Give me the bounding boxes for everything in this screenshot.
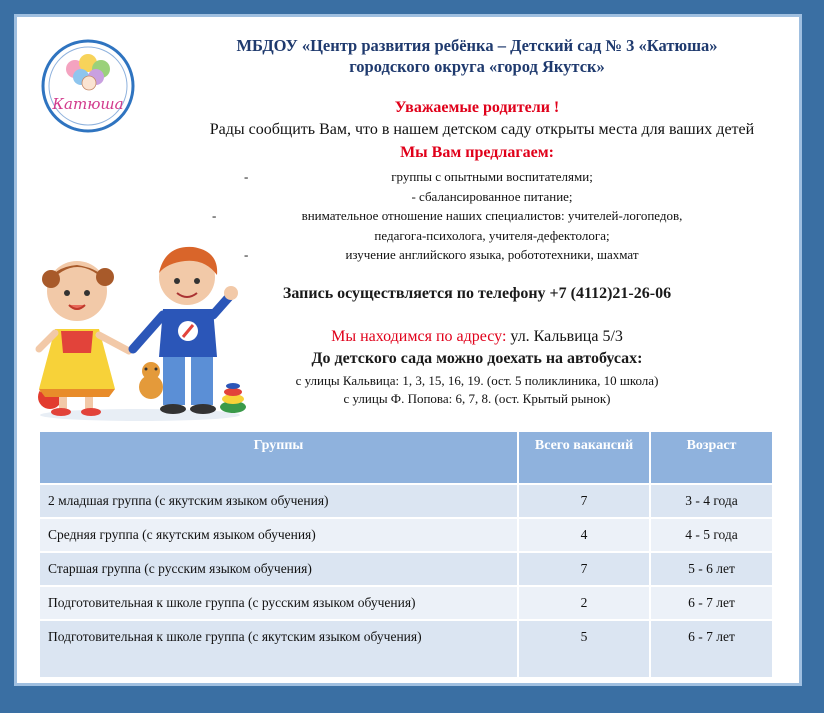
table-header-row: [40, 432, 773, 484]
address-line: [167, 328, 787, 346]
vacancies-cell: 7: [518, 552, 650, 586]
svg-text:Катюша: Катюша: [52, 95, 124, 113]
offer-item: педагога-психолога, учителя-дефектолога;: [374, 227, 610, 243]
bus-route-1: с улицы Кальвица: 1, 3, 15, 16, 19. (ост. 5 поликлиника, 10 школа): [295, 373, 659, 388]
bus-title: До детского сада можно доехать на автобусах:: [311, 350, 643, 367]
page-title: [167, 35, 787, 77]
vacancies-cell: 4: [518, 518, 650, 552]
group-cell: Подготовительная к школе группа (с русским языком обучения): [40, 586, 518, 620]
vacancies-cell: 2: [518, 586, 650, 620]
group-cell: Старшая группа (с русским языком обучения): [40, 552, 518, 586]
poster-frame: [14, 14, 802, 686]
group-cell: Подготовительная к школе группа (с якутским языком обучения): [40, 620, 518, 678]
header-groups: Группы: [40, 432, 518, 484]
vacancies-table: [40, 432, 774, 679]
table-row: [40, 484, 773, 518]
address-label: Мы находимся по адресу:: [331, 328, 507, 345]
bus-routes: [167, 372, 787, 408]
offer-item: - группы с опытными воспитателями;: [244, 169, 593, 184]
title-line-1: МБДОУ «Центр развития ребёнка – Детский сад № 3 «Катюша»: [236, 36, 718, 55]
kindergarten-logo: [41, 39, 135, 133]
vacancies-cell: 5: [518, 620, 650, 678]
age-cell: 6 - 7 лет: [650, 586, 773, 620]
children-illustration: [25, 239, 255, 424]
table-row: [40, 620, 773, 678]
header-vacancies: Всего вакансий: [518, 432, 650, 484]
intro-text: Рады сообщить Вам, что в нашем детском саду открыты места для ваших детей: [209, 121, 755, 138]
offer-title: Мы Вам предлагаем:: [400, 144, 554, 161]
age-cell: 5 - 6 лет: [650, 552, 773, 586]
table-row: [40, 552, 773, 586]
age-cell: 3 - 4 года: [650, 484, 773, 518]
table-row: [40, 586, 773, 620]
header-age: Возраст: [650, 432, 773, 484]
title-line-2: городского округа «город Якутск»: [349, 57, 605, 76]
age-cell: 6 - 7 лет: [650, 620, 773, 678]
offer-item: - сбалансированное питание;: [411, 188, 573, 204]
offer-list: [212, 167, 772, 265]
group-cell: 2 младшая группа (с якутским языком обучения): [40, 484, 518, 518]
age-cell: 4 - 5 года: [650, 518, 773, 552]
table-row: [40, 518, 773, 552]
address-value: ул. Кальвица 5/3: [506, 328, 623, 345]
offer-item: - изучение английского языка, робототехники, шахмат: [244, 247, 639, 262]
offer-item: - внимательное отношение наших специалистов: учителей-логопедов,: [212, 208, 683, 223]
group-cell: Средняя группа (с якутским языком обучения): [40, 518, 518, 552]
greeting: Уважаемые родители !: [394, 99, 560, 116]
bus-route-2: с улицы Ф. Попова: 6, 7, 8. (ост. Крытый рынок): [343, 391, 611, 406]
phone-line: Запись осуществляется по телефону +7 (4112)21-26-06: [282, 285, 672, 302]
vacancies-cell: 7: [518, 484, 650, 518]
